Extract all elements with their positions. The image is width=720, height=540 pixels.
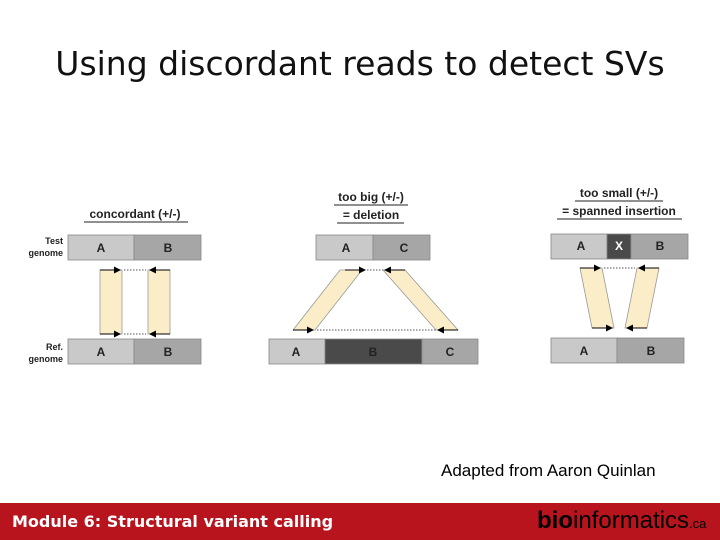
logo-bold-part: bio [537, 507, 573, 534]
ref-genome-bar-concordant [68, 339, 201, 364]
segment-x-label: X [614, 239, 624, 253]
panel-label-deletion-line1: too big (+/-) [338, 190, 404, 204]
segment-a-label: A [96, 345, 106, 359]
bioinformatics-logo [537, 507, 706, 535]
svg-text:Test: Test [45, 236, 63, 246]
svg-text:genome: genome [28, 354, 63, 364]
read-right [625, 268, 659, 328]
read-left [100, 270, 122, 334]
segment-a-label: A [96, 241, 106, 255]
segment-b-label: B [163, 345, 173, 359]
panel-label-insertion-line2: = spanned insertion [562, 204, 676, 218]
test-genome-bar-deletion [316, 235, 430, 260]
read-right [383, 270, 458, 330]
segment-b-label: B [646, 344, 656, 358]
panel-insertion [551, 186, 688, 363]
panel-label-deletion-line2: = deletion [342, 208, 400, 222]
panel-label-concordant: concordant (+/-) [89, 207, 181, 221]
slide-title: Using discordant reads to detect SVs [55, 44, 665, 83]
ref-genome-bar-deletion [269, 339, 478, 364]
ref-genome-bar-insertion [551, 338, 684, 363]
svg-text:Ref.: Ref. [45, 342, 63, 352]
attribution-text: Adapted from Aaron Quinlan [441, 461, 656, 480]
footer-module-title: Module 6: Structural variant calling [12, 512, 334, 531]
segment-a-label: A [291, 345, 301, 359]
svg-text:genome: genome [28, 248, 63, 258]
segment-a-label: A [576, 239, 586, 253]
read-left [580, 268, 614, 328]
logo-suffix: .ca [689, 516, 707, 531]
logo-rest-part: informatics [573, 507, 690, 534]
row-label-ref-genome [28, 342, 63, 364]
test-genome-bar-insertion [551, 234, 688, 259]
panel-deletion [269, 190, 478, 364]
panel-concordant [68, 207, 201, 364]
panel-label-insertion-line1: too small (+/-) [579, 186, 659, 200]
read-left [293, 270, 362, 330]
segment-a-label: A [341, 241, 351, 255]
segment-b-label: B [163, 241, 173, 255]
segment-c-label: C [399, 241, 409, 255]
test-genome-bar-concordant [68, 235, 201, 260]
read-right [148, 270, 170, 334]
footer-bar [0, 503, 720, 540]
segment-b-label: B [655, 239, 665, 253]
segment-c-label: C [445, 345, 455, 359]
segment-a-label: A [579, 344, 589, 358]
segment-b-label: B [368, 345, 378, 359]
row-label-test-genome [28, 236, 63, 258]
